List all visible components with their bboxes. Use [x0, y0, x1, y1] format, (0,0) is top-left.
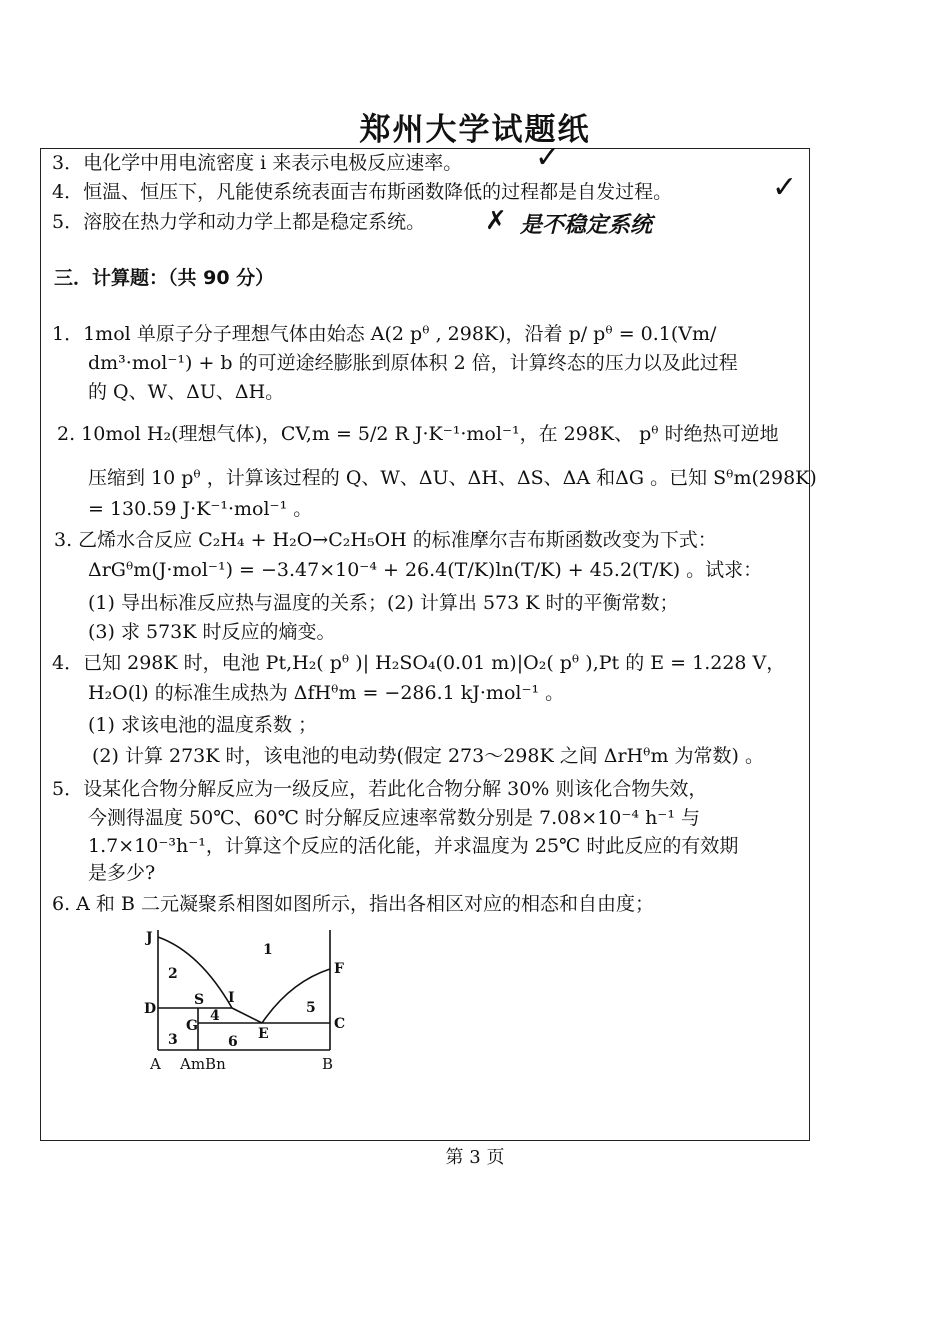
- q1-line1: 1．1mol 单原子分子理想气体由始态 A(2 pᶿ , 298K)，沿着 p/ pᶿ = 0.1(Vm/: [52, 323, 717, 345]
- section-header: 三．计算题：（共 90 分）: [54, 267, 275, 289]
- page-footer: 第 3 页: [445, 1147, 505, 1168]
- q1-line2: dm³·mol⁻¹) + b 的可逆途经膨胀到原体积 2 倍，计算终态的压力以及此过程: [88, 352, 738, 374]
- region-1: 1: [263, 942, 273, 958]
- q5-line3: 1.7×10⁻³h⁻¹，计算这个反应的活化能，并求温度为 25℃ 时此反应的有效期: [88, 835, 739, 857]
- q3-line3: (1) 导出标准反应热与温度的关系；(2) 计算出 573 K 时的平衡常数；: [88, 592, 679, 614]
- label-D: D: [144, 1001, 157, 1017]
- tf-item-4: 4．恒温、恒压下，凡能使系统表面吉布斯函数降低的过程都是自发过程。: [52, 181, 673, 203]
- liquidus-right: [262, 969, 330, 1023]
- phase-diagram: [130, 922, 360, 1077]
- tf-item-5: 5．溶胶在热力学和动力学上都是稳定系统。: [52, 211, 426, 233]
- q5-line1: 5．设某化合物分解反应为一级反应，若此化合物分解 30% 则该化合物失效，: [52, 778, 708, 800]
- region-6: 6: [228, 1034, 238, 1050]
- tf-item-3: 3．电化学中用电流密度 i 来表示电极反应速率。: [52, 152, 463, 174]
- label-J: J: [146, 930, 153, 946]
- q5-line4: 是多少?: [88, 862, 156, 884]
- region-2: 2: [168, 966, 178, 982]
- label-C: C: [334, 1016, 346, 1032]
- region-4: 4: [210, 1008, 220, 1024]
- q3-line2: ΔrGᶿm(J·mol⁻¹) = −3.47×10⁻⁴ + 26.4(T/K)ln(T/K) + 45.2(T/K) 。试求：: [88, 559, 763, 581]
- q2-line2: 压缩到 10 pᶿ ，计算该过程的 Q、W、ΔU、ΔH、ΔS、ΔA 和ΔG 。已知 Sᶿm(298K): [88, 467, 817, 489]
- q4-line3: (1) 求该电池的温度系数 ；: [88, 714, 317, 736]
- q4-line2: H₂O(l) 的标准生成热为 ΔfHᶿm = −286.1 kJ·mol⁻¹ 。: [88, 682, 565, 704]
- region-5: 5: [306, 1000, 316, 1016]
- q3-line1: 3. 乙烯水合反应 C₂H₄ + H₂O→C₂H₅OH 的标准摩尔吉布斯函数改变为下式：: [54, 529, 717, 551]
- check-mark-4: ✓: [772, 170, 798, 205]
- q3-line4: (3) 求 573K 时反应的熵变。: [88, 621, 336, 643]
- axis-label-A: A: [150, 1055, 161, 1073]
- page-title: 郑州大学试题纸: [359, 112, 591, 148]
- label-E: E: [258, 1026, 269, 1042]
- q6-line1: 6. A 和 B 二元凝聚系相图如图所示，指出各相区对应的相态和自由度；: [52, 893, 654, 915]
- cross-mark-5: ✗: [485, 206, 507, 236]
- axis-label-B: B: [322, 1055, 334, 1073]
- axis-label-AmBn: AmBn: [180, 1055, 226, 1073]
- q2-line3: = 130.59 J·K⁻¹·mol⁻¹ 。: [88, 498, 313, 520]
- label-I: I: [228, 990, 235, 1006]
- q5-line2: 今测得温度 50℃、60℃ 时分解反应速率常数分别是 7.08×10⁻⁴ h⁻¹ 与: [88, 807, 700, 829]
- label-S: S: [194, 992, 205, 1008]
- handwritten-note: 是不稳定系统: [520, 213, 653, 238]
- region-3: 3: [168, 1032, 178, 1048]
- label-F: F: [334, 961, 344, 977]
- q1-line3: 的 Q、W、ΔU、ΔH。: [88, 381, 285, 403]
- q2-line1: 2. 10mol H₂(理想气体)，CV,m = 5/2 R J·K⁻¹·mol⁻¹，在 298K、 pᶿ 时绝热可逆地: [57, 423, 779, 445]
- q4-line4: (2) 计算 273K 时，该电池的电动势(假定 273～298K 之间 ΔrHᶿm 为常数) 。: [92, 745, 764, 767]
- q4-line1: 4．已知 298K 时，电池 Pt,H₂( pᶿ )| H₂SO₄(0.01 m)|O₂( pᶿ ),Pt 的 E = 1.228 V，: [52, 652, 786, 674]
- label-G: G: [186, 1018, 198, 1034]
- check-mark-3: ✓: [535, 140, 561, 175]
